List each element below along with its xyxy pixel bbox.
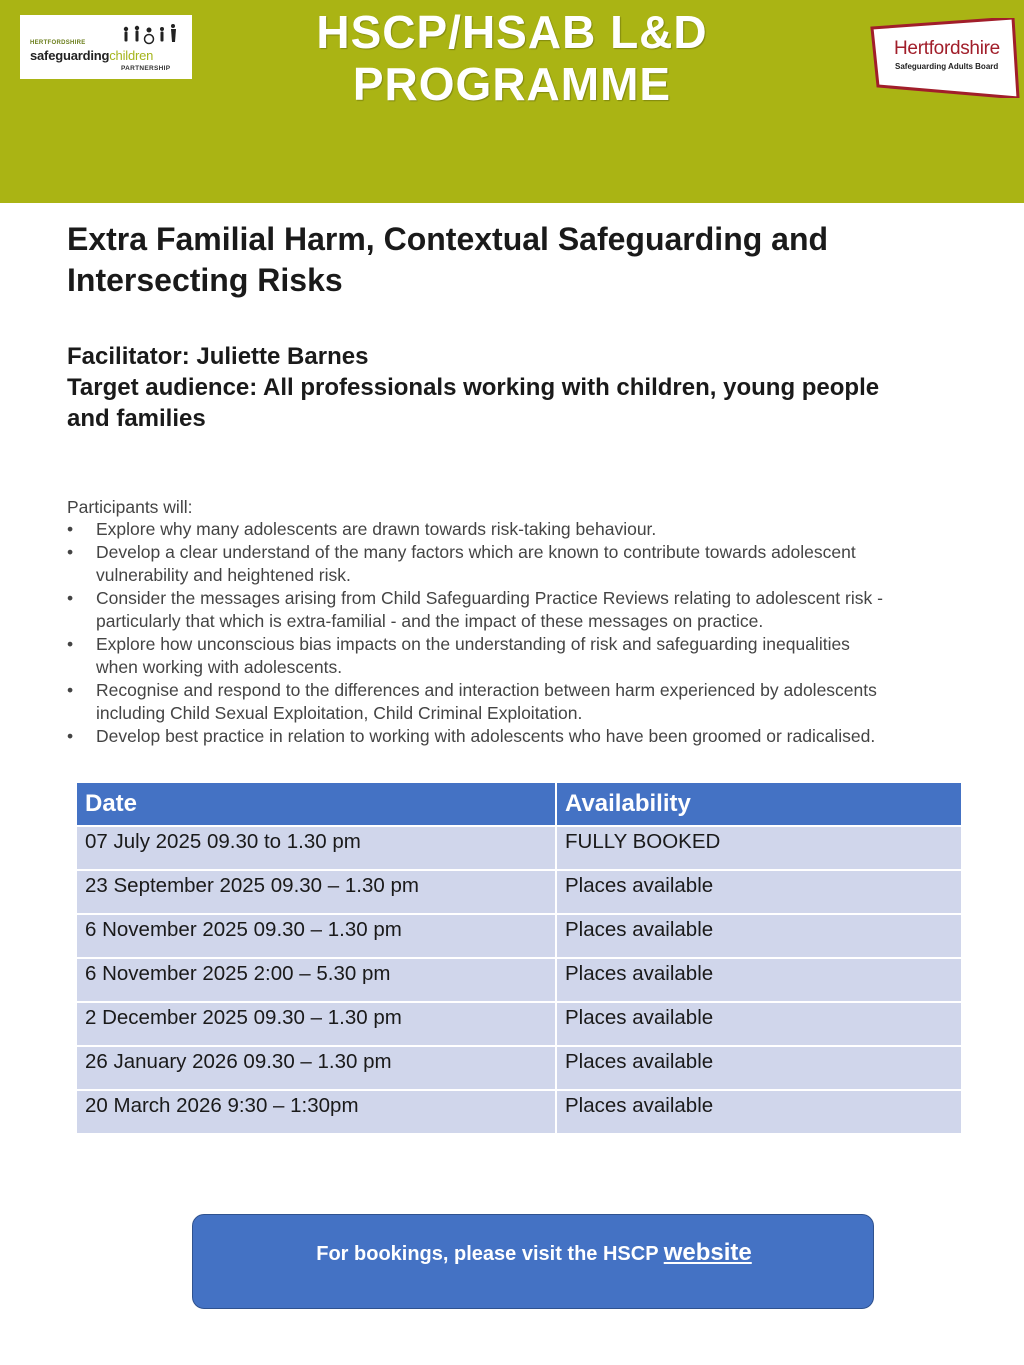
list-item: • Consider the messages arising from Child Safeguarding Practice Reviews relating to adolescent risk - particularly that which is extra-familial - and the impact of these messages on practice.	[67, 587, 967, 633]
session-availability: Places available	[556, 958, 962, 1002]
objectives-list	[67, 518, 967, 748]
table-header-row	[76, 782, 962, 826]
session-availability: Places available	[556, 1090, 962, 1134]
session-date: 6 November 2025 2:00 – 5.30 pm	[76, 958, 556, 1002]
page-title: HSCP/HSAB L&D PROGRAMME	[316, 6, 708, 110]
board-subtitle: Safeguarding Adults Board	[895, 62, 999, 71]
session-date: 23 September 2025 09.30 – 1.30 pm	[76, 870, 556, 914]
session-availability: Places available	[556, 870, 962, 914]
list-item: • Explore why many adolescents are drawn towards risk-taking behaviour.	[67, 518, 967, 541]
availability-column-header: Availability	[556, 782, 962, 826]
list-item: • Recognise and respond to the differences and interaction between harm experienced by adolescents including Child Sexual Exploitation, Child Criminal Exploitation.	[67, 679, 967, 725]
table-row	[76, 870, 962, 914]
booking-callout	[192, 1214, 874, 1309]
table-row	[76, 826, 962, 870]
session-date: 26 January 2026 09.30 – 1.30 pm	[76, 1046, 556, 1090]
schedule-table	[75, 781, 963, 1135]
session-date: 20 March 2026 9:30 – 1:30pm	[76, 1090, 556, 1134]
header-banner	[0, 0, 1024, 203]
session-availability: FULLY BOOKED	[556, 826, 962, 870]
safeguarding-adults-board-logo	[870, 18, 1020, 96]
board-name: Hertfordshire	[894, 38, 1000, 59]
people-silhouettes-icon	[120, 23, 184, 45]
table-row	[76, 1090, 962, 1134]
table-row	[76, 1002, 962, 1046]
session-date: 6 November 2025 09.30 – 1.30 pm	[76, 914, 556, 958]
safeguarding-children-partnership-logo	[20, 15, 192, 79]
session-date: 07 July 2025 09.30 to 1.30 pm	[76, 826, 556, 870]
facilitator: Facilitator: Juliette Barnes	[67, 343, 369, 370]
list-item: • Develop best practice in relation to working with adolescents who have been groomed or radicalised.	[67, 725, 967, 748]
table-row	[76, 914, 962, 958]
hscp-website-link[interactable]: website	[663, 1239, 752, 1266]
table-row	[76, 958, 962, 1002]
session-availability: Places available	[556, 914, 962, 958]
logo-county: HERTFORDSHIRE	[30, 40, 86, 46]
session-availability: Places available	[556, 1002, 962, 1046]
session-availability: Places available	[556, 1046, 962, 1090]
objectives-intro: Participants will:	[67, 497, 193, 517]
date-column-header: Date	[76, 782, 556, 826]
target-audience: Target audience: All professionals working with children, young people and families	[67, 374, 880, 432]
booking-text: For bookings, please visit the HSCP website	[316, 1239, 752, 1266]
logo-partnership: PARTNERSHIP	[121, 65, 171, 72]
list-item: • Explore how unconscious bias impacts on the understanding of risk and safeguarding inequalities when working with adolescents.	[67, 633, 967, 679]
table-row	[76, 1046, 962, 1090]
logo-wordmark: safeguardingchildren	[30, 48, 154, 63]
list-item: • Develop a clear understand of the many factors which are known to contribute towards adolescent vulnerability and heightened risk.	[67, 541, 967, 587]
course-title: Extra Familial Harm, Contextual Safeguarding and Intersecting Risks	[67, 221, 829, 298]
session-date: 2 December 2025 09.30 – 1.30 pm	[76, 1002, 556, 1046]
